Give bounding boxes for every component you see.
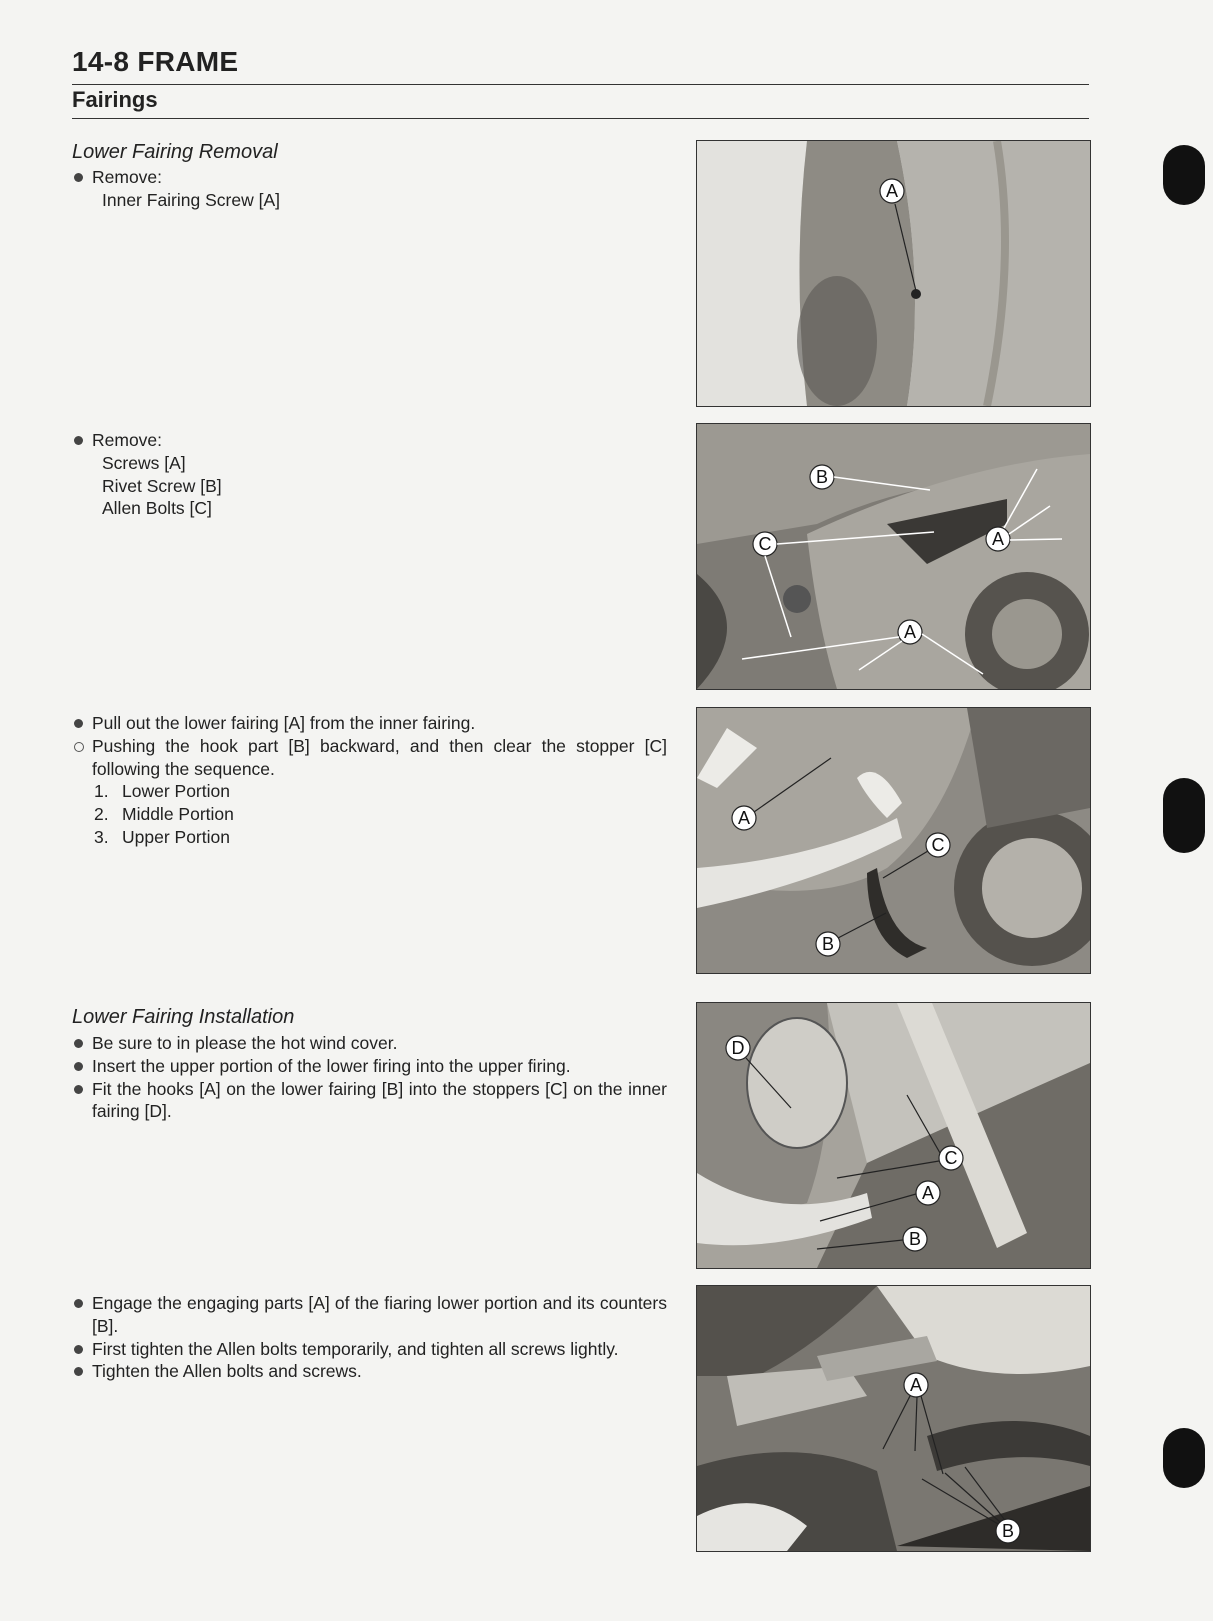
removal-step-2: [72, 429, 672, 520]
svg-text:B: B: [1001, 1521, 1015, 1541]
svg-text:A: A: [921, 1183, 935, 1203]
svg-text:B: B: [908, 1229, 922, 1249]
section-title: Fairings: [72, 87, 158, 112]
step-1-item: Inner Fairing Screw [A]: [102, 189, 280, 210]
installation-heading: Lower Fairing Installation: [72, 1006, 295, 1028]
svg-text:A: A: [903, 622, 917, 642]
removal-step-3: [72, 712, 667, 849]
step-2-bullet: Remove:: [72, 429, 672, 452]
page-title: 14-8 FRAME: [72, 46, 239, 77]
svg-text:A: A: [737, 808, 751, 828]
svg-text:C: C: [944, 1148, 958, 1168]
sequence-item: 1. Lower Portion: [94, 781, 230, 802]
removal-heading: Lower Fairing Removal: [72, 141, 278, 163]
install-bullet: Tighten the Allen bolts and screws.: [72, 1360, 667, 1383]
step-2-item: Screws [A]: [102, 452, 186, 473]
svg-text:A: A: [885, 181, 899, 201]
removal-step-1: [72, 166, 672, 212]
header-rule-top: [72, 84, 1089, 85]
step-2-item: Allen Bolts [C]: [102, 498, 212, 519]
photo-install-hooks: [696, 1002, 1091, 1269]
photo-engage-parts: [696, 1285, 1091, 1552]
installation-steps: [72, 1032, 667, 1123]
sequence-item: 2. Middle Portion: [94, 804, 234, 825]
photo-pull-fairing: [696, 707, 1091, 974]
step-1-bullet: Remove:: [72, 166, 672, 189]
photo-inner-fairing-screw: [696, 140, 1091, 407]
svg-text:B: B: [815, 467, 829, 487]
install-bullet: Engage the engaging parts [A] of the fiaring lower portion and its counters [B].: [72, 1292, 667, 1338]
svg-text:C: C: [931, 835, 945, 855]
photo-fairing-screws: [696, 423, 1091, 690]
binder-hole: [1163, 1428, 1205, 1488]
svg-text:B: B: [821, 934, 835, 954]
svg-text:C: C: [758, 534, 772, 554]
binder-hole: [1163, 778, 1205, 853]
svg-text:A: A: [991, 529, 1005, 549]
step-3-bullet: Pull out the lower fairing [A] from the inner fairing.: [72, 712, 667, 735]
svg-text:D: D: [731, 1038, 745, 1058]
step-2-item: Rivet Screw [B]: [102, 475, 222, 496]
sequence-item: 3. Upper Portion: [94, 826, 230, 847]
install-bullet: Insert the upper portion of the lower firing into the upper firing.: [72, 1055, 667, 1078]
install-bullet: Be sure to in please the hot wind cover.: [72, 1032, 667, 1055]
install-bullet: Fit the hooks [A] on the lower fairing [B] into the stoppers [C] on the inner fairing [D].: [72, 1078, 667, 1124]
binder-hole: [1163, 145, 1205, 205]
install-bullet: First tighten the Allen bolts temporarily, and tighten all screws lightly.: [72, 1338, 667, 1361]
svg-text:A: A: [909, 1375, 923, 1395]
header-rule-bottom: [72, 118, 1089, 119]
installation-steps-2: [72, 1292, 667, 1383]
step-3-sub-bullet: Pushing the hook part [B] backward, and then clear the stopper [C] following the sequence.: [72, 735, 667, 781]
